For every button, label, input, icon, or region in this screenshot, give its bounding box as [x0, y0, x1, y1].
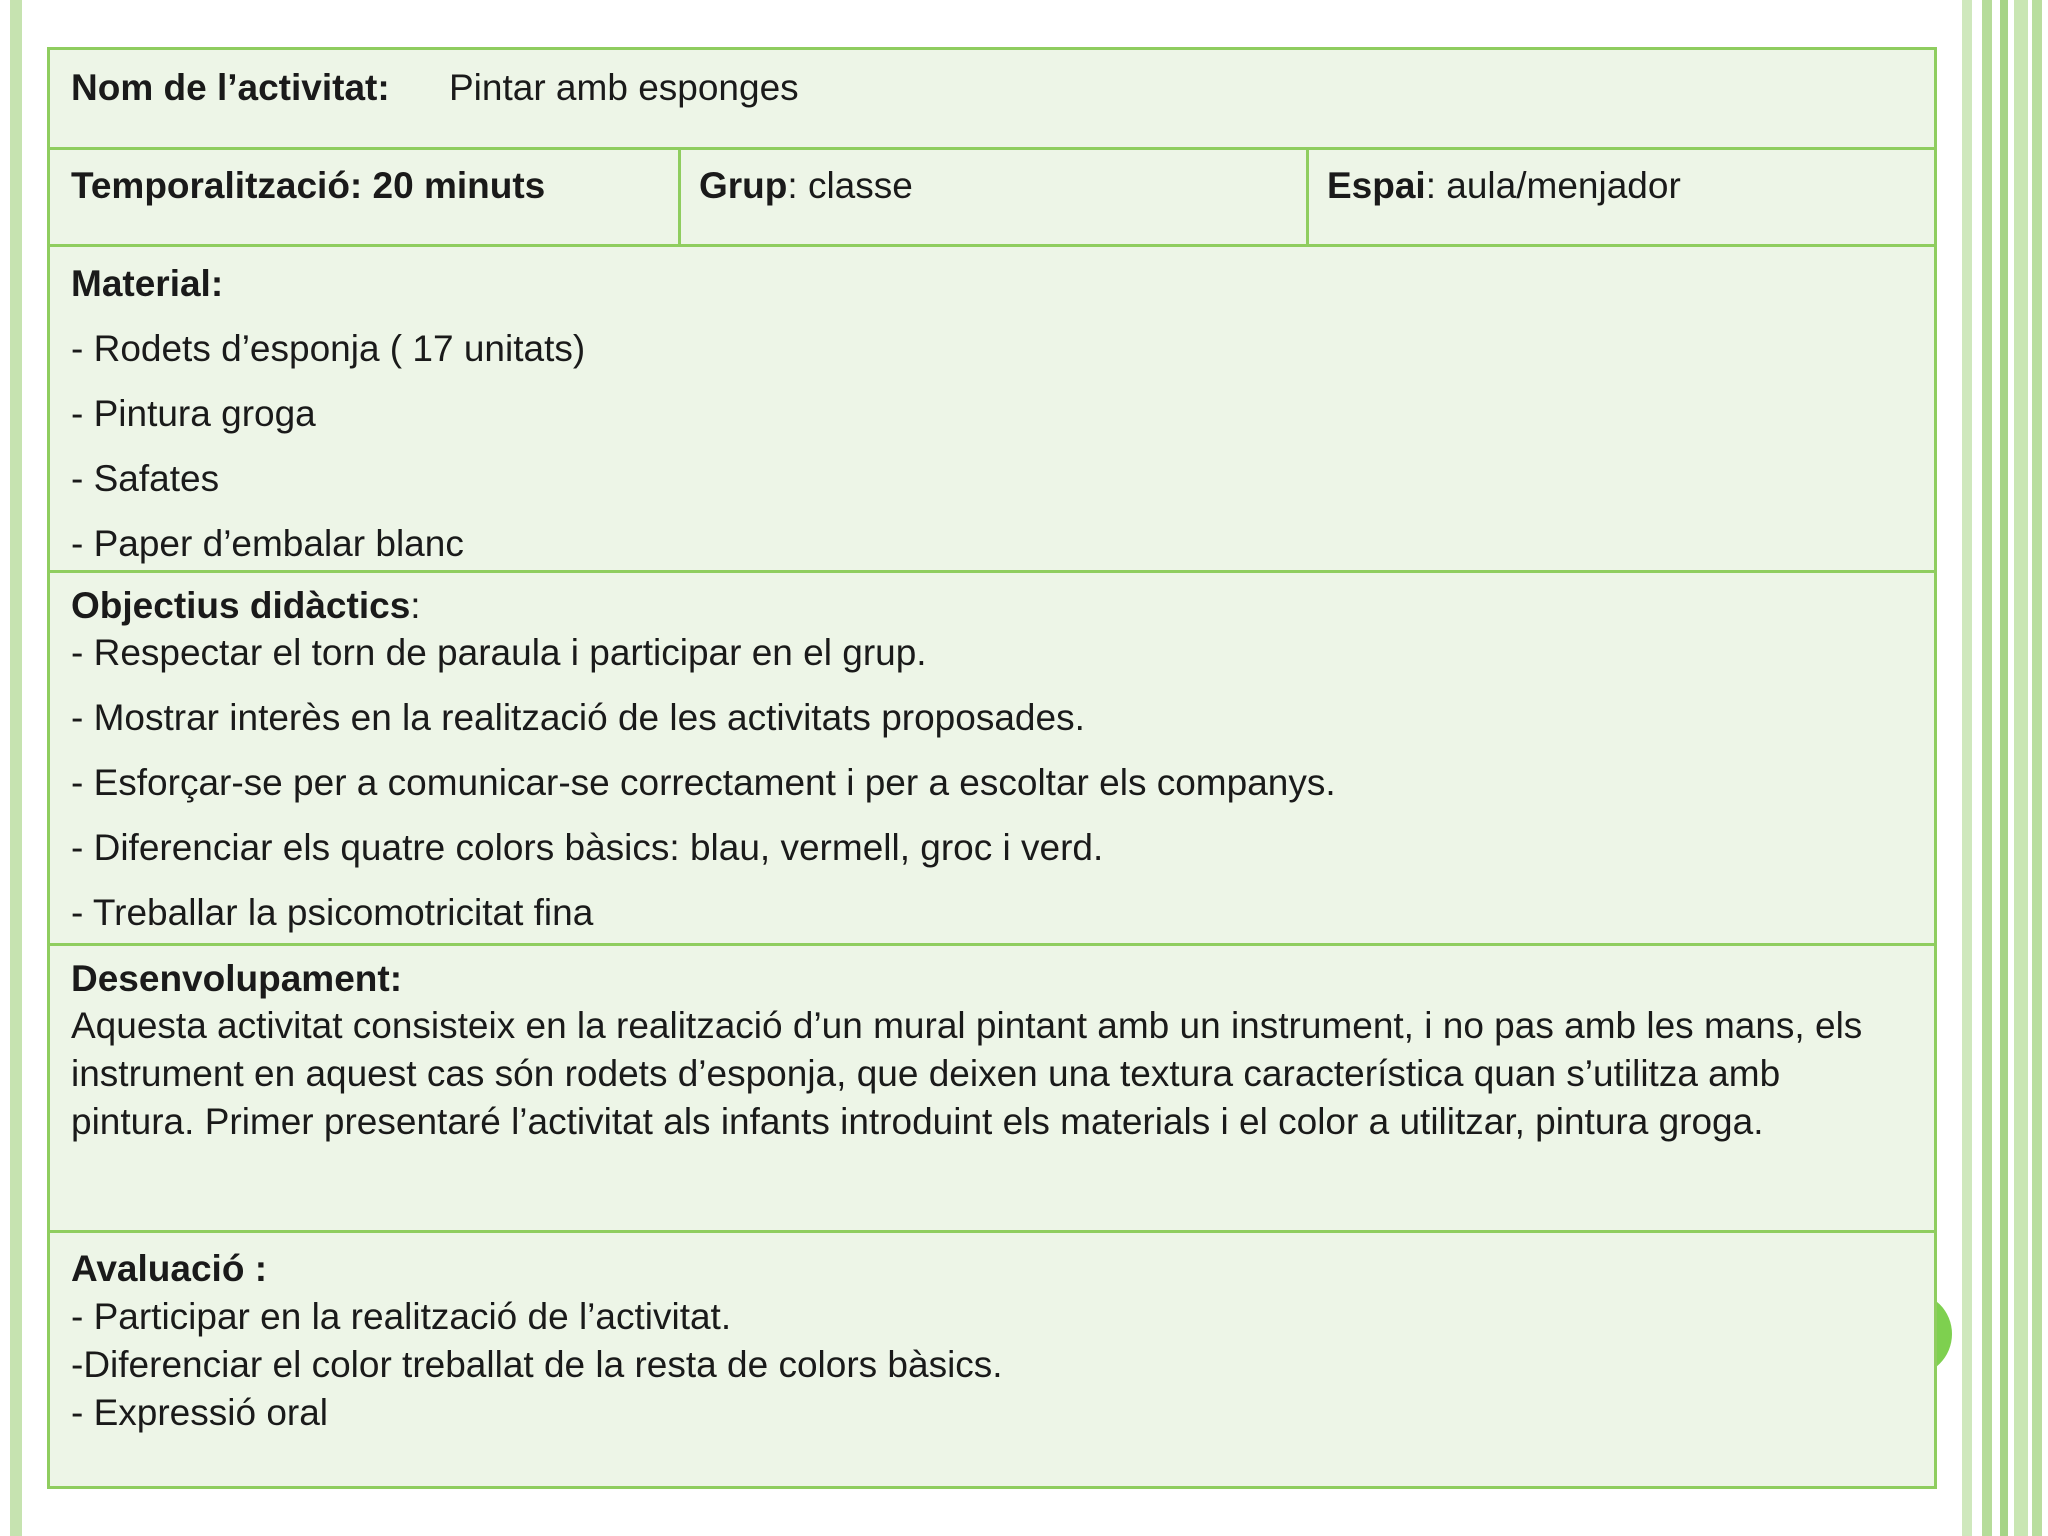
objectius-heading-label: Objectius didàctics: [71, 585, 411, 626]
right-decorative-stripe: [1962, 0, 1972, 1536]
avaluacio-item: - Participar en la realització de l’activitat.: [71, 1296, 732, 1337]
material-heading: Material:: [71, 263, 224, 304]
right-decorative-stripe: [2032, 0, 2042, 1536]
right-decorative-stripe: [1982, 0, 1992, 1536]
grup-value: : classe: [787, 165, 913, 206]
activity-name-value: Pintar amb esponges: [449, 67, 799, 108]
material-item: - Rodets d’esponja ( 17 unitats): [71, 328, 586, 369]
activity-name-label: Nom de l’activitat:: [71, 67, 390, 108]
right-decorative-stripe: [2014, 0, 2028, 1536]
avaluacio-item: -Diferenciar el color treballat de la resta de colors bàsics.: [71, 1344, 1003, 1385]
objectiu-item: - Treballar la psicomotricitat fina: [71, 892, 594, 933]
desenvolupament-heading: Desenvolupament:: [71, 958, 403, 999]
espai-text: [1327, 162, 1681, 210]
objectius-section: [50, 570, 1934, 943]
objectiu-item: - Esforçar-se per a comunicar-se correctament i per a escoltar els companys.: [71, 762, 1336, 803]
grup-label: Grup: [699, 165, 788, 206]
grup-cell: [678, 150, 1306, 244]
objectiu-item: - Respectar el torn de paraula i participar en el grup.: [71, 632, 927, 673]
activity-sheet: [47, 47, 1937, 1489]
espai-label: Espai: [1327, 165, 1426, 206]
espai-value: : aula/menjador: [1425, 165, 1681, 206]
activity-name-row: [50, 50, 1934, 147]
left-decorative-bar: [10, 0, 22, 1536]
material-item: - Pintura groga: [71, 393, 316, 434]
espai-cell: [1306, 150, 1934, 244]
objectiu-item: - Diferenciar els quatre colors bàsics: blau, vermell, groc i verd.: [71, 827, 1104, 868]
objectius-heading: [71, 582, 421, 630]
avaluacio-heading: Avaluació :: [71, 1248, 268, 1289]
objectiu-item: - Mostrar interès en la realització de les activitats proposades.: [71, 697, 1085, 738]
temporalitzacio-text: Temporalització: 20 minuts: [71, 165, 546, 206]
avaluacio-section: [50, 1230, 1934, 1486]
logistics-row: [50, 147, 1934, 244]
material-section: [50, 244, 1934, 570]
desenvolupament-text: Aquesta activitat consisteix en la realització d’un mural pintant amb un instrument, i no pas amb les mans, els instrument en aquest cas són rodets d’esponja, que deixen una textura característica quan s’utilitza amb pintura. Primer presentaré l’activitat als infants introduint els materials i el color a utilitzar, pintura groga.: [71, 1005, 1863, 1142]
material-item: - Safates: [71, 458, 220, 499]
temporalitzacio-cell: [50, 150, 678, 244]
material-item: - Paper d’embalar blanc: [71, 523, 464, 564]
right-decorative-stripe: [2000, 0, 2008, 1536]
desenvolupament-section: [50, 943, 1934, 1230]
objectius-heading-colon: :: [410, 585, 421, 626]
avaluacio-item: - Expressió oral: [71, 1392, 329, 1433]
grup-text: [699, 162, 913, 210]
